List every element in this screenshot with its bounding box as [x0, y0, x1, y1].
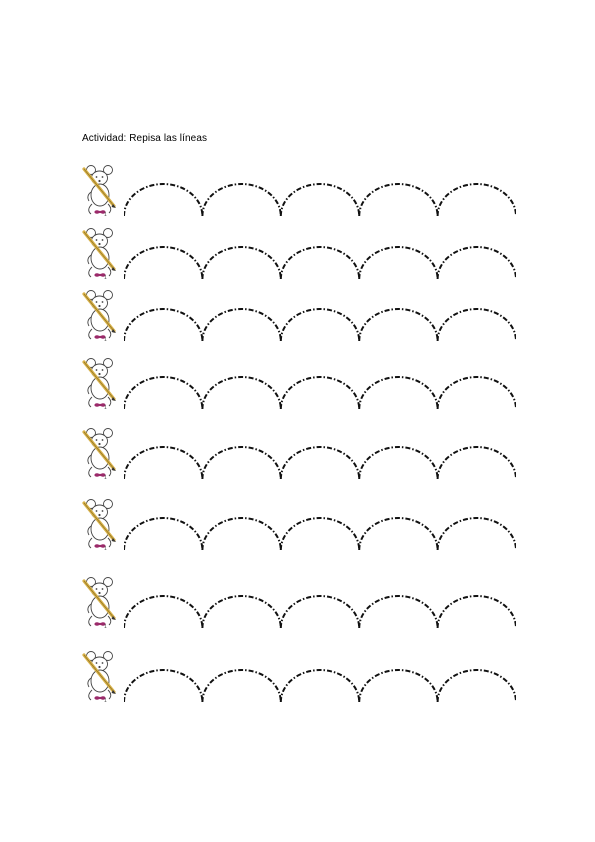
dashed-arch-line — [124, 295, 516, 343]
svg-text:1: 1 — [104, 624, 107, 629]
trace-arch — [202, 670, 280, 702]
mouse-with-pencil-icon — [80, 425, 120, 480]
dashed-arch-line — [124, 582, 516, 630]
trace-arch — [438, 377, 516, 409]
svg-text:1: 1 — [104, 475, 107, 480]
page-title: Actividad: Repisa las líneas — [82, 133, 208, 144]
trace-arch — [124, 247, 202, 279]
trace-arch — [202, 184, 280, 216]
mouse-with-pencil-icon — [80, 162, 120, 217]
dashed-arch-line — [124, 504, 516, 552]
trace-arch — [281, 596, 359, 628]
trace-arch — [281, 247, 359, 279]
svg-text:1: 1 — [104, 212, 107, 217]
dashed-arch-line — [124, 363, 516, 411]
mouse-with-pencil-icon — [80, 648, 120, 703]
trace-arch — [281, 309, 359, 341]
dashed-arch-line — [124, 233, 516, 281]
trace-arch — [359, 596, 437, 628]
svg-text:1: 1 — [104, 546, 107, 551]
trace-arch — [281, 184, 359, 216]
trace-arch — [124, 377, 202, 409]
tracing-row — [80, 496, 520, 556]
trace-arch — [202, 596, 280, 628]
trace-arch — [438, 247, 516, 279]
svg-text:1: 1 — [104, 405, 107, 410]
trace-arch — [438, 184, 516, 216]
svg-text:1: 1 — [104, 698, 107, 703]
tracing-row — [80, 162, 520, 222]
trace-arch — [281, 670, 359, 702]
trace-arch — [124, 596, 202, 628]
tracing-row — [80, 425, 520, 485]
mouse-with-pencil-icon — [80, 287, 120, 342]
trace-arch — [202, 309, 280, 341]
trace-arch — [359, 184, 437, 216]
trace-arch — [281, 518, 359, 550]
trace-arch — [124, 447, 202, 479]
trace-arch — [202, 518, 280, 550]
trace-arch — [124, 309, 202, 341]
trace-arch — [359, 309, 437, 341]
trace-arch — [124, 184, 202, 216]
trace-arch — [281, 447, 359, 479]
trace-arch — [438, 518, 516, 550]
trace-arch — [202, 447, 280, 479]
svg-text:1: 1 — [104, 275, 107, 280]
tracing-row — [80, 574, 520, 634]
trace-arch — [438, 670, 516, 702]
tracing-row — [80, 287, 520, 347]
svg-text:1: 1 — [104, 337, 107, 342]
dashed-arch-line — [124, 656, 516, 704]
dashed-arch-line — [124, 433, 516, 481]
trace-arch — [359, 670, 437, 702]
trace-arch — [359, 247, 437, 279]
trace-arch — [202, 377, 280, 409]
trace-arch — [124, 670, 202, 702]
mouse-with-pencil-icon — [80, 225, 120, 280]
trace-arch — [281, 377, 359, 409]
trace-arch — [359, 447, 437, 479]
tracing-row — [80, 648, 520, 708]
tracing-row — [80, 225, 520, 285]
trace-arch — [438, 309, 516, 341]
trace-arch — [359, 518, 437, 550]
tracing-row — [80, 355, 520, 415]
trace-arch — [438, 447, 516, 479]
trace-arch — [438, 596, 516, 628]
dashed-arch-line — [124, 170, 516, 218]
mouse-with-pencil-icon — [80, 496, 120, 551]
trace-arch — [202, 247, 280, 279]
trace-arch — [359, 377, 437, 409]
mouse-with-pencil-icon — [80, 355, 120, 410]
trace-arch — [124, 518, 202, 550]
mouse-with-pencil-icon — [80, 574, 120, 629]
